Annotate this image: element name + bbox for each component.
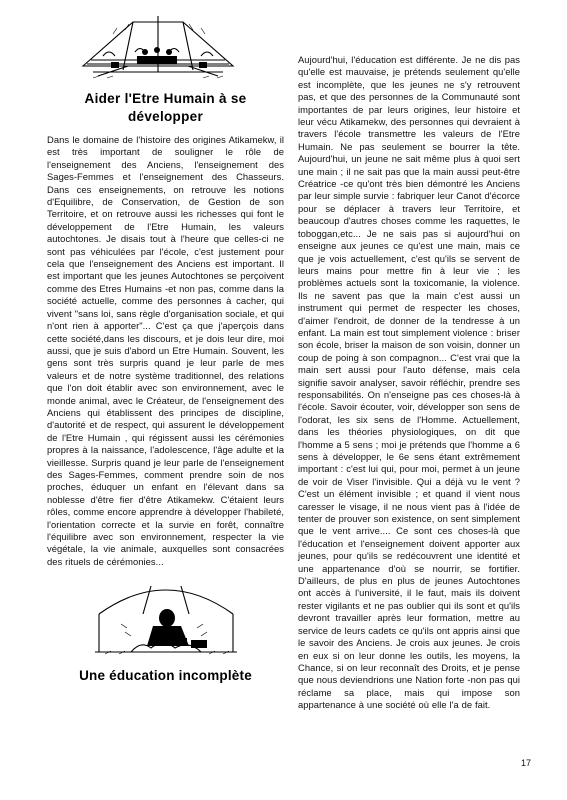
heading-line-1: Aider l'Etre Humain à se <box>84 91 247 106</box>
left-paragraph: Dans le domaine de l'histoire des origines Atikamekw, il est très important de souligner le rôle de l'enseignement des Anciens, l'enseignement des Sages-Femmes et l'enseignement des Chasseurs. Dans ces enseignements, on retrouve les notions d'Equilibre, de Conservation, de Gestion de son Territoire, et on retrouve aussi les richesses qui font le développement de l'Etre Humain, les valeurs autochtones. Je disais tout à l'heure que celles-ci ne sont pas véhiculées par l'école, c'est justement pour cela que l'enseignement des Anciens est important. Il est important que les jeunes Autochtones se perçoivent comme des Etres Humains -et non pas, comme dans la société actuelle, comme des personnes à cacher, qui vivent "sans loi, sans règle d'organisation sociale, et qui n'ont rien à apporter"... C'est ça que j'aperçois dans cette société,dans les discours, et je dois leur dire, moi aussi, que je suis d'abord un Etre Humain. Souvent, les gens sont très surpris quand je leur parle de mes valeurs et de notre système traditionnel, des relations que l'on doit établir avec son environnement, avec le monde animal, avec le Créateur, de l'enseignement des Anciens qui établissent des principes de discipline, d'autorité et de respect, qui assurent le développement de l'Etre Humain , qui régissent aussi les cérémonies propres à la naissance, l'adolescence, l'âge adulte et la vieillesse. Surpris quand je leur parle de l'enseignement des Sages-Femmes, comment prendre soin de nos proches, éduquer un enfant en l'élevant dans sa noblesse d'être fier d'être Atikamekw. C'étaient leurs rôles, comme encore apprendre à développer l'habileté, l'orientation correcte et la survie en forêt, connaître l'équilibre avec son environnement, respecter la vie végétale, la vie animale, auxquelles sont consacrées des rituels de cérémonies... <box>47 134 284 567</box>
elder-in-tent-illustration <box>91 574 241 659</box>
page-number: 17 <box>521 758 532 768</box>
section-heading <box>47 90 284 126</box>
section-heading-education: Une éducation incomplète <box>79 668 252 684</box>
right-paragraph: Aujourd'hui, l'éducation est différente. Je ne dis pas qu'elle est mauvaise, je prétends seulement qu'elle est incomplète, que les jeunes ne s'y retrouvent pas, et que des personnes de la Communauté sont importantes de par leurs origines, leur histoire et leur vécu Atikamekw, des personnes qui devraient à travers l'école transmettre les valeurs de l'Etre Humain. Ne pas seulement se bourrer la tête. Aujourd'hui, un jeune ne sait même plus à quoi sert une main ; il ne sait pas que la main aussi peut-être Créatrice -ce qu'ont très bien démontré les Anciens par leur simple survie : fabriquer leur Canot d'écorce pour se déplacer à travers leur Territoire, et beaucoup d'autres choses comme les raquettes, le toboggan,etc... Je ne sais pas si aujourd'hui on enseigne aux jeunes ce qu'est une main, mais ce que je vois actuellement, c'est qu'ils se servent de leurs mains pour mettre fin à leur vie ; les problèmes actuels sont la toxicomanie, la violence. Ils ne savent pas que la main c'est aussi un instrument qui permet de respecter les choses, d'aimer l'endroit, de donner de la tendresse à un enfant. La main est tout simplement violence : briser son école, briser la maison de son voisin, donner un coup de poing à son compagnon... C'est vrai que la main sert aussi pour l'auto défense, mais cela signifie savoir analyser, savoir réfléchir, prendre ses responsabilités. On n'enseigne pas ces choses-là à l'école. Savoir écouter, voir, développer son sens de l'odorat, les six sens de l'Homme. Actuellement, dans les théories physiologiques, on dit que l'homme a 5 sens ; moi je prétends que l'homme a 6 sens à développer, le 6e sens étant extrêmement important : c'est lui qui, pour moi, permet à un jeune de voir de Viser l'invisible. Qui a déjà vu le vent ? C'est un élément invisible ; et quand il vient nous caresser le visage, il ne nous vient pas à l'idée de tenter de prouver son existence, on sent simplement que le vent arrive.... Ce sont ces choses-là que l'éducation et l'enseignement doivent apporter aux jeunes, pour qu'ils se redécouvrent une identité et une appartenance d'où se nourrir, se fortifier. D'ailleurs, de plus en plus de jeunes Autochtones ont accès à l'université, il le faut, mais ils doivent rester vigilants et ne pas oublier qui ils sont et qu'ils devront travailler après leur formation, mettre au service de leurs cadets ce qu'ils ont appris ainsi que le savoir des Anciens. Je crois aux jeunes. Je crois en eux si on leur donne les outils, les moyens, la Chance, si on leur reconnaît des Droits, et je pense que nous deviendrions une Nation forte -non pas qui réclame sa place, mais qui impose son appartenance à une société où elle l'a de fait. <box>298 54 521 711</box>
heading-line-2: développer <box>127 109 204 124</box>
right-column <box>298 54 520 712</box>
left-column <box>47 14 284 685</box>
tent-camp-illustration <box>73 14 243 82</box>
